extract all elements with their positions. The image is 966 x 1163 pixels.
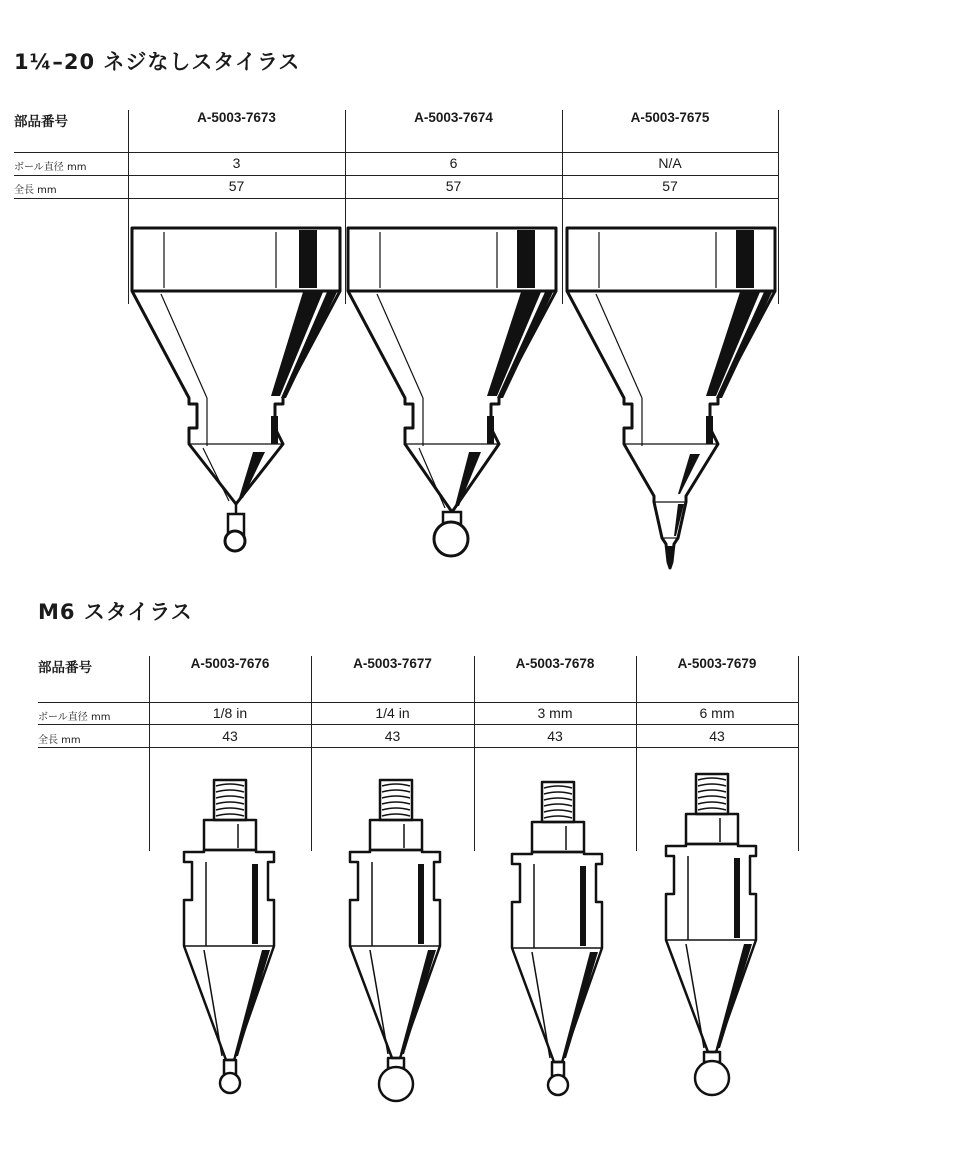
section2-col-divider xyxy=(798,656,799,851)
section2-part-label: 部品番号 xyxy=(38,660,92,676)
section1-length-1: 57 xyxy=(228,178,245,194)
section2-part-2: A-5003-7677 xyxy=(353,656,432,671)
section2-ball-3: 3 mm xyxy=(537,705,573,721)
section2-col-divider xyxy=(474,656,475,851)
section2-col-divider xyxy=(636,656,637,851)
section2-col-divider xyxy=(311,656,312,851)
section2-part-4: A-5003-7679 xyxy=(677,656,757,671)
stylus-drawing-a-5003-7677 xyxy=(348,778,444,1104)
section1-title: 1¼–20 ネジなしスタイラス xyxy=(14,50,301,74)
section2-rule-3 xyxy=(38,747,798,748)
section1-length-label: 全長 mm xyxy=(14,185,57,196)
section2-col-divider xyxy=(149,656,150,851)
section1-length-2: 57 xyxy=(445,178,462,194)
stylus-drawing-a-5003-7674 xyxy=(347,226,557,560)
section1-ball-3: N/A xyxy=(658,155,682,171)
section2-length-1: 43 xyxy=(222,728,238,744)
section1-col-divider xyxy=(345,110,346,304)
section2-title: M6 スタイラス xyxy=(38,600,193,624)
stylus-drawing-a-5003-7676 xyxy=(182,778,278,1096)
section1-ball-label: ボール直径 mm xyxy=(14,162,87,173)
section1-part-2: A-5003-7674 xyxy=(414,110,493,125)
section1-ball-1: 3 xyxy=(232,155,241,171)
stylus-drawing-a-5003-7678 xyxy=(510,780,606,1098)
section1-col-divider xyxy=(562,110,563,304)
section2-rule-2 xyxy=(38,724,798,725)
section2-rule-1 xyxy=(38,702,798,703)
section2-ball-1: 1/8 in xyxy=(212,705,248,721)
section2-part-1: A-5003-7676 xyxy=(190,656,270,671)
section1-part-3: A-5003-7675 xyxy=(630,110,710,125)
stylus-drawing-a-5003-7675 xyxy=(566,226,776,570)
stylus-drawing-a-5003-7679 xyxy=(664,772,760,1098)
section1-length-3: 57 xyxy=(662,178,678,194)
section1-col-divider xyxy=(778,110,779,304)
section2-length-2: 43 xyxy=(384,728,401,744)
section1-ball-2: 6 xyxy=(449,155,458,171)
section1-part-1: A-5003-7673 xyxy=(197,110,276,125)
section2-length-3: 43 xyxy=(547,728,563,744)
stylus-drawing-a-5003-7673 xyxy=(131,226,341,556)
section2-length-label: 全長 mm xyxy=(38,735,81,746)
section1-part-label: 部品番号 xyxy=(14,114,68,130)
section2-ball-2: 1/4 in xyxy=(375,705,410,721)
section2-part-3: A-5003-7678 xyxy=(515,656,595,671)
section2-ball-4: 6 mm xyxy=(699,705,735,721)
section2-ball-label: ボール直径 mm xyxy=(38,712,111,723)
section2-length-4: 43 xyxy=(709,728,725,744)
section1-col-divider xyxy=(128,110,129,304)
